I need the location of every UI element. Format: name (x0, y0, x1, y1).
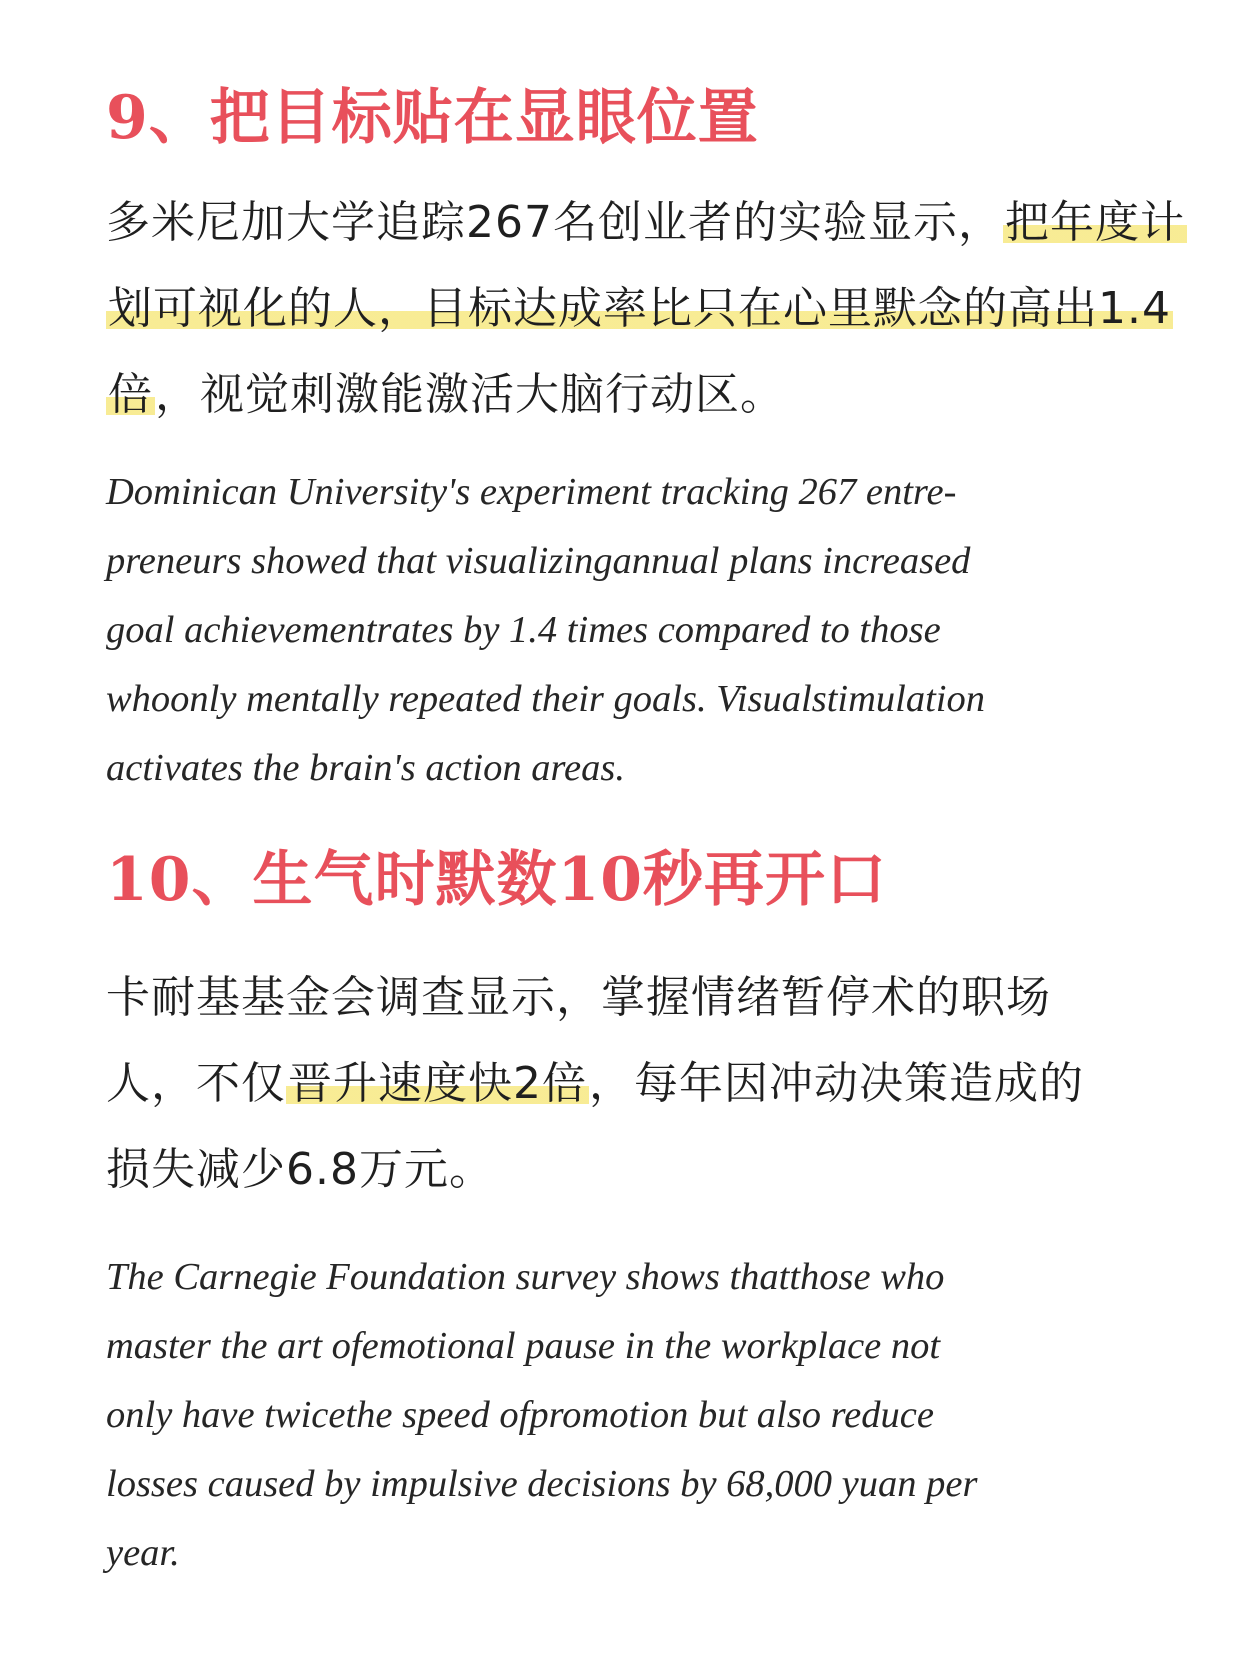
section-10-en-line: The Carnegie Foundation survey shows thatthose who (106, 1256, 945, 1298)
section-10-en-line: only have twicethe speed ofpromotion but also reduce (106, 1394, 934, 1436)
section-10-zh-highlight: 晋升速度快2倍 (288, 1058, 587, 1109)
section-10-zh-line-2-after: ，每年因冲动决策造成的 (589, 1058, 1084, 1109)
section-9-zh-text-before: 多米尼加大学追踪267名创业者的实验显示， (106, 197, 1003, 248)
section-9-chinese-body (106, 180, 1186, 438)
section-9-english-paragraph (106, 458, 1186, 803)
section-9-header (106, 78, 1186, 158)
section-10-chinese-body (106, 955, 1186, 1213)
section-9-english-body (106, 458, 1186, 803)
section-10-english-body (106, 1243, 1186, 1588)
section-10-header (106, 840, 1186, 920)
section-10-en-line: losses caused by impulsive decisions by 68,000 yuan per (106, 1463, 978, 1505)
section-9-en-line: goal achievementrates by 1.4 times compared to those (106, 609, 941, 651)
section-9-en-line: preneurs showed that visualizingannual plans increased (106, 540, 971, 582)
section-10-chinese-paragraph (106, 955, 1186, 1213)
section-9-zh-highlight: 把年度计划可视化的人，目标达成率比只在心里默念的高出1.4倍 (108, 197, 1185, 420)
section-10-heading: 10、生气时默数10秒再开口 (106, 845, 887, 915)
section-9-en-line: whoonly mentally repeated their goals. Visualstimulation (106, 678, 985, 720)
section-10-english-paragraph (106, 1243, 1186, 1588)
section-10-zh-line-2-before: 人，不仅 (106, 1058, 286, 1109)
section-9-en-line: activates the brain's action areas. (106, 747, 625, 789)
section-10-en-line: master the art ofemotional pause in the workplace not (106, 1325, 941, 1367)
section-9-heading: 9、把目标贴在显眼位置 (106, 83, 759, 153)
section-10-en-line: year. (106, 1532, 180, 1574)
section-9-zh-text-after: ，视觉刺激能激活大脑行动区。 (155, 369, 785, 420)
section-9-chinese-paragraph (106, 180, 1186, 438)
section-9-en-line: Dominican University's experiment tracking 267 entre- (106, 471, 957, 513)
section-10-zh-line-3: 损失减少6.8万元。 (106, 1144, 494, 1195)
section-10-zh-line-1: 卡耐基基金会调查显示，掌握情绪暂停术的职场 (106, 972, 1051, 1023)
